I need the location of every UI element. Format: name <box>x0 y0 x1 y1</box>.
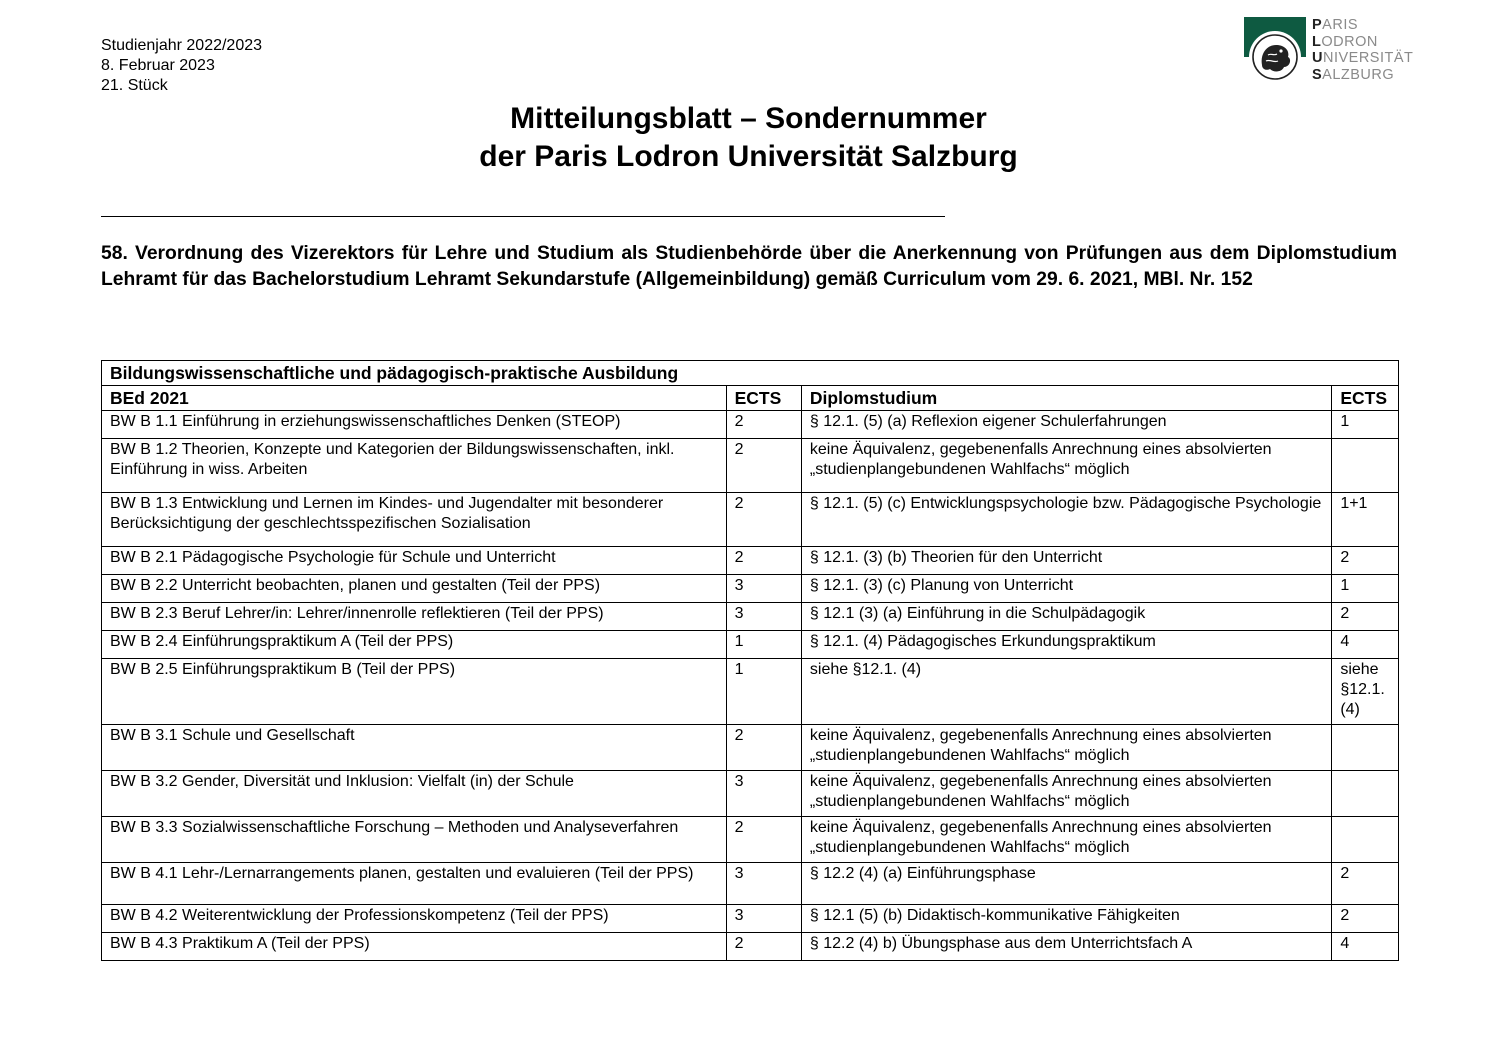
diplom-ects-cell: 1 <box>1332 575 1399 603</box>
column-header-diplom: Diplomstudium <box>801 386 1331 411</box>
diplom-ects-cell <box>1332 439 1399 493</box>
bed-course-cell: BW B 4.1 Lehr-/Lernarrangements planen, gestalten und evaluieren (Teil der PPS) <box>102 863 727 905</box>
bed-ects-cell: 2 <box>726 725 801 771</box>
diplom-ects-cell: 1+1 <box>1332 493 1399 547</box>
bed-ects-cell: 3 <box>726 905 801 933</box>
diplom-ects-cell: 4 <box>1332 631 1399 659</box>
bed-course-cell: BW B 3.1 Schule und Gesellschaft <box>102 725 727 771</box>
title-divider <box>101 216 945 217</box>
bed-course-cell: BW B 2.1 Pädagogische Psychologie für Schule und Unterricht <box>102 547 727 575</box>
table-section-row <box>102 361 1399 386</box>
recognition-table <box>101 360 1399 961</box>
diplom-course-cell: § 12.1. (5) (c) Entwicklungspsychologie bzw. Pädagogische Psychologie <box>801 493 1331 547</box>
university-logo <box>1244 17 1414 85</box>
bed-course-cell: BW B 3.3 Sozialwissenschaftliche Forschung – Methoden und Analyseverfahren <box>102 817 727 863</box>
bed-course-cell: BW B 1.2 Theorien, Konzepte und Kategorien der Bildungswissenschaften, inkl. Einführung in wiss. Arbeiten <box>102 439 727 493</box>
academic-year: Studienjahr 2022/2023 <box>101 37 263 54</box>
column-header-bed-ects: ECTS <box>726 386 801 411</box>
diplom-course-cell: keine Äquivalenz, gegebenenfalls Anrechnung eines absolvierten „studienplangebundenen Wahlfachs“ möglich <box>801 439 1331 493</box>
diplom-ects-cell: siehe §12.1. (4) <box>1332 659 1399 725</box>
diplom-course-cell: § 12.2 (4) (a) Einführungsphase <box>801 863 1331 905</box>
table-row <box>102 493 1399 547</box>
table-row <box>102 631 1399 659</box>
bed-ects-cell: 2 <box>726 547 801 575</box>
table-row <box>102 603 1399 631</box>
diplom-ects-cell <box>1332 771 1399 817</box>
diplom-ects-cell: 2 <box>1332 547 1399 575</box>
table-row <box>102 547 1399 575</box>
table-row <box>102 411 1399 439</box>
bed-course-cell: BW B 2.2 Unterricht beobachten, planen und gestalten (Teil der PPS) <box>102 575 727 603</box>
bed-ects-cell: 3 <box>726 575 801 603</box>
bed-course-cell: BW B 4.2 Weiterentwicklung der Professionskompetenz (Teil der PPS) <box>102 905 727 933</box>
table-row <box>102 575 1399 603</box>
bed-course-cell: BW B 4.3 Praktikum A (Teil der PPS) <box>102 933 727 961</box>
title-line-2: der Paris Lodron Universität Salzburg <box>479 140 1018 173</box>
regulation-heading: 58. Verordnung des Vizerektors für Lehre und Studium als Studienbehörde über die Anerkennung von Prüfungen aus dem Diplomstudium Lehramt für das Bachelorstudium Lehramt Sekundarstufe (Allgemeinbildung) gemäß Curriculum vom 29. 6. 2021, MBl. Nr. 152 <box>101 243 1397 290</box>
diplom-course-cell: keine Äquivalenz, gegebenenfalls Anrechnung eines absolvierten „studienplangebundenen Wahlfachs“ möglich <box>801 771 1331 817</box>
bed-ects-cell: 1 <box>726 631 801 659</box>
diplom-ects-cell <box>1332 725 1399 771</box>
publication-date: 8. Februar 2023 <box>101 57 215 74</box>
table-row <box>102 439 1399 493</box>
bed-ects-cell: 2 <box>726 439 801 493</box>
diplom-course-cell: keine Äquivalenz, gegebenenfalls Anrechnung eines absolvierten „studienplangebundenen Wahlfachs“ möglich <box>801 817 1331 863</box>
diplom-course-cell: § 12.1 (3) (a) Einführung in die Schulpädagogik <box>801 603 1331 631</box>
diplom-course-cell: § 12.1. (5) (a) Reflexion eigener Schulerfahrungen <box>801 411 1331 439</box>
diplom-course-cell: § 12.1. (4) Pädagogisches Erkundungspraktikum <box>801 631 1331 659</box>
table-row <box>102 863 1399 905</box>
diplom-ects-cell: 2 <box>1332 905 1399 933</box>
diplom-course-cell: § 12.1. (3) (b) Theorien für den Unterricht <box>801 547 1331 575</box>
page-title <box>0 100 1497 176</box>
bed-ects-cell: 2 <box>726 817 801 863</box>
table-row <box>102 817 1399 863</box>
bed-course-cell: BW B 2.5 Einführungspraktikum B (Teil der PPS) <box>102 659 727 725</box>
table-row <box>102 659 1399 725</box>
diplom-ects-cell: 2 <box>1332 863 1399 905</box>
bed-ects-cell: 3 <box>726 771 801 817</box>
table-row <box>102 771 1399 817</box>
issue-number: 21. Stück <box>101 77 168 94</box>
diplom-ects-cell: 1 <box>1332 411 1399 439</box>
diplom-ects-cell: 2 <box>1332 603 1399 631</box>
university-seal-icon <box>1244 17 1306 83</box>
diplom-ects-cell: 4 <box>1332 933 1399 961</box>
bed-ects-cell: 1 <box>726 659 801 725</box>
bed-course-cell: BW B 3.2 Gender, Diversität und Inklusion: Vielfalt (in) der Schule <box>102 771 727 817</box>
bed-ects-cell: 2 <box>726 411 801 439</box>
table-row <box>102 933 1399 961</box>
bed-ects-cell: 3 <box>726 863 801 905</box>
table-header-row <box>102 386 1399 411</box>
diplom-course-cell: § 12.1 (5) (b) Didaktisch-kommunikative Fähigkeiten <box>801 905 1331 933</box>
diplom-course-cell: § 12.1. (3) (c) Planung von Unterricht <box>801 575 1331 603</box>
title-line-1: Mitteilungsblatt – Sondernummer <box>510 102 987 135</box>
logo-wordmark: PARIS LODRON UNIVERSITÄT SALZBURG <box>1312 17 1414 83</box>
table-row <box>102 905 1399 933</box>
bed-course-cell: BW B 2.4 Einführungspraktikum A (Teil der PPS) <box>102 631 727 659</box>
document-meta <box>101 36 262 96</box>
section-title: Bildungswissenschaftliche und pädagogisch-praktische Ausbildung <box>102 361 1399 386</box>
diplom-ects-cell <box>1332 817 1399 863</box>
diplom-course-cell: siehe §12.1. (4) <box>801 659 1331 725</box>
bed-ects-cell: 3 <box>726 603 801 631</box>
table-row <box>102 725 1399 771</box>
diplom-course-cell: § 12.2 (4) b) Übungsphase aus dem Unterrichtsfach A <box>801 933 1331 961</box>
column-header-diplom-ects: ECTS <box>1332 386 1399 411</box>
bed-course-cell: BW B 1.3 Entwicklung und Lernen im Kindes- und Jugendalter mit besonderer Berücksichtigung der geschlechtsspezifischen Sozialisation <box>102 493 727 547</box>
diplom-course-cell: keine Äquivalenz, gegebenenfalls Anrechnung eines absolvierten „studienplangebundenen Wahlfachs“ möglich <box>801 725 1331 771</box>
column-header-bed: BEd 2021 <box>102 386 727 411</box>
bed-course-cell: BW B 2.3 Beruf Lehrer/in: Lehrer/innenrolle reflektieren (Teil der PPS) <box>102 603 727 631</box>
bed-ects-cell: 2 <box>726 493 801 547</box>
bed-course-cell: BW B 1.1 Einführung in erziehungswissenschaftliches Denken (STEOP) <box>102 411 727 439</box>
bed-ects-cell: 2 <box>726 933 801 961</box>
